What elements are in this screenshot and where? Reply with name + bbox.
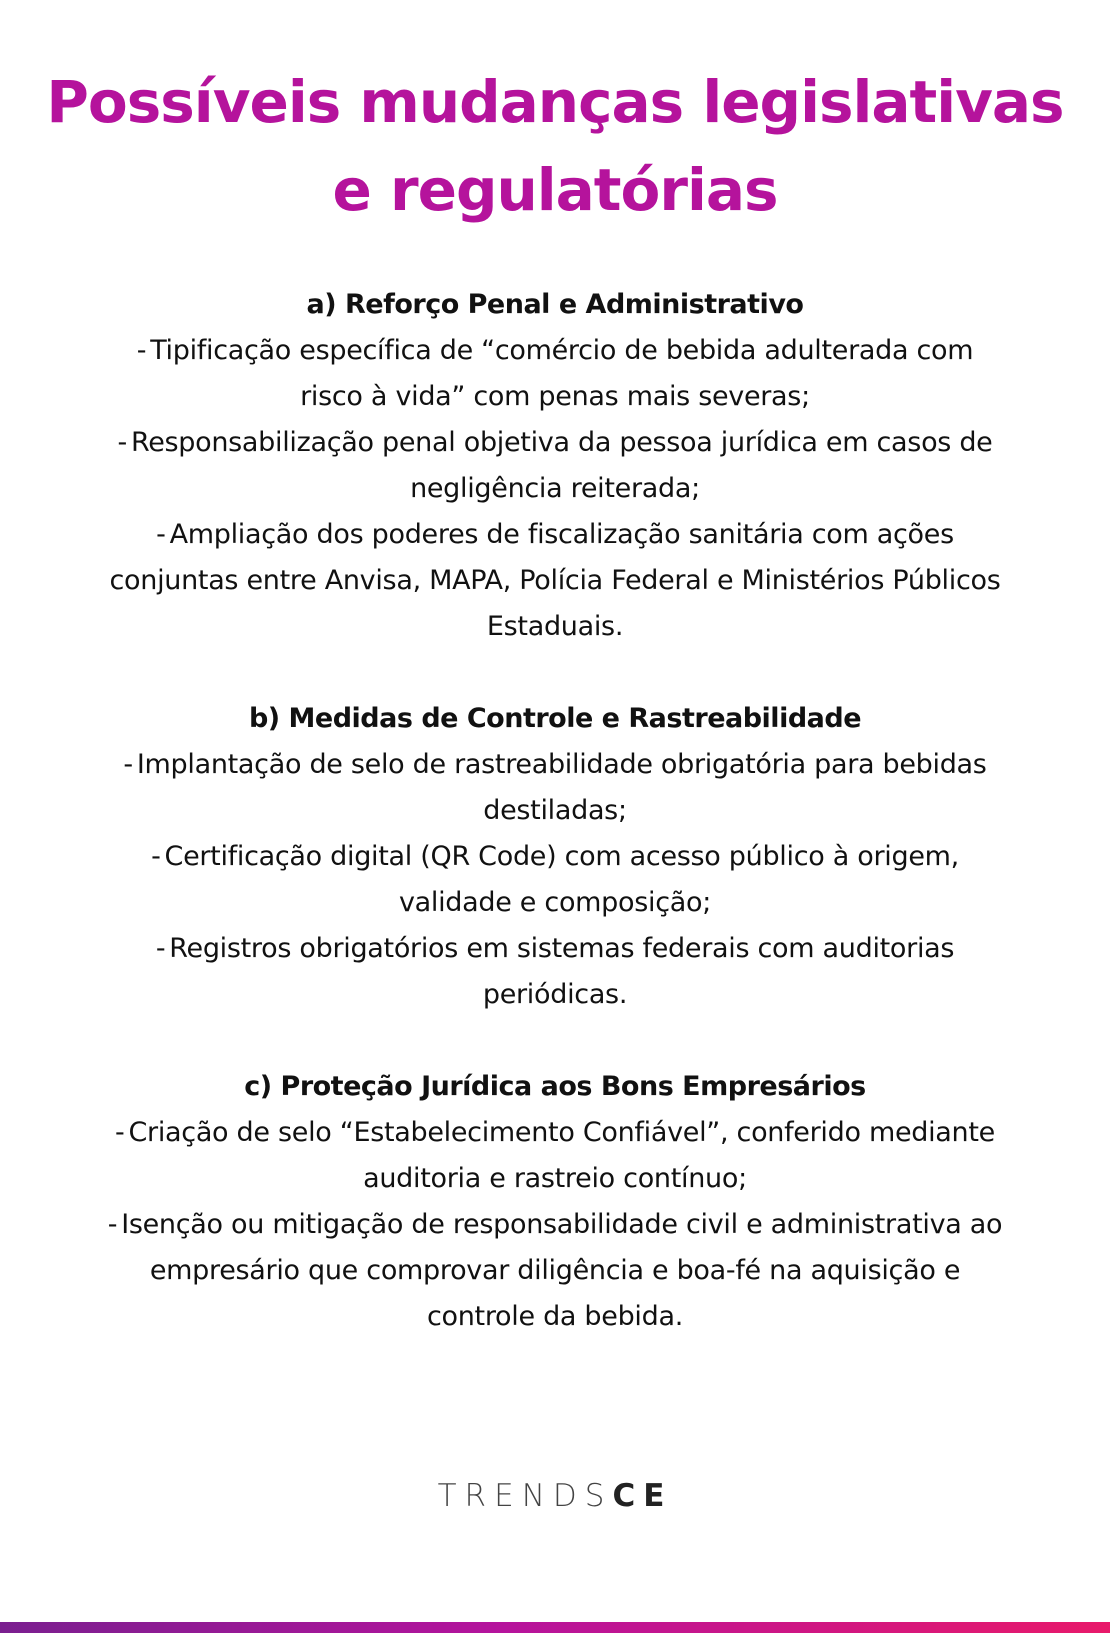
list-item bbox=[105, 834, 1005, 926]
list-item bbox=[105, 1110, 1005, 1202]
dash: - bbox=[155, 933, 166, 964]
page-title bbox=[0, 58, 1110, 234]
item-text: Certificação digital (QR Code) com acesso público à origem, validade e composição; bbox=[164, 841, 959, 918]
list-item bbox=[105, 420, 1005, 512]
page-title-line-1: Possíveis mudanças legislativas bbox=[46, 68, 1064, 136]
list-item bbox=[105, 512, 1005, 650]
item-text: Responsabilização penal objetiva da pessoa jurídica em casos de negligência reiterada; bbox=[130, 427, 993, 504]
item-text: Implantação de selo de rastreabilidade obrigatória para bebidas destiladas; bbox=[136, 749, 987, 826]
dash: - bbox=[117, 427, 127, 458]
list-item bbox=[105, 1202, 1005, 1340]
section-heading: b) Medidas de Controle e Rastreabilidade bbox=[248, 703, 862, 734]
dash: - bbox=[156, 519, 166, 550]
section-protecao-juridica bbox=[60, 1064, 1050, 1340]
section-heading: a) Reforço Penal e Administrativo bbox=[306, 289, 804, 320]
item-text: Criação de selo “Estabelecimento Confiável”, conferido mediante auditoria e rastreio contínuo; bbox=[128, 1117, 995, 1194]
page-title-line-2: e regulatórias bbox=[332, 156, 778, 224]
item-text: Ampliação dos poderes de fiscalização sanitária com ações conjuntas entre Anvisa, MAPA, Polícia Federal e Ministérios Públicos Estaduais. bbox=[109, 519, 1001, 642]
section-controle-rastreabilidade bbox=[60, 696, 1050, 1018]
section-reforco-penal bbox=[60, 282, 1050, 650]
brand-logo-light: TRENDS bbox=[437, 1478, 613, 1514]
content bbox=[60, 282, 1050, 1386]
dash: - bbox=[115, 1117, 125, 1148]
list-item bbox=[105, 742, 1005, 834]
list-item bbox=[105, 328, 1005, 420]
section-heading: c) Proteção Jurídica aos Bons Empresários bbox=[244, 1071, 866, 1102]
item-text: Tipificação específica de “comércio de bebida adulterada com risco à vida” com penas mais severas; bbox=[150, 335, 974, 412]
dash: - bbox=[151, 841, 161, 872]
dash: - bbox=[136, 335, 147, 366]
dash: - bbox=[107, 1209, 118, 1240]
brand-logo-bold: CE bbox=[612, 1478, 673, 1514]
dash: - bbox=[123, 749, 133, 780]
item-text: Isenção ou mitigação de responsabilidade civil e administrativa ao empresário que comprovar diligência e boa-fé na aquisição e controle da bebida. bbox=[121, 1209, 1003, 1332]
bottom-gradient-bar bbox=[0, 1622, 1110, 1633]
list-item bbox=[105, 926, 1005, 1018]
item-text: Registros obrigatórios em sistemas federais com auditorias periódicas. bbox=[169, 933, 955, 1010]
brand-logo bbox=[0, 1478, 1110, 1514]
